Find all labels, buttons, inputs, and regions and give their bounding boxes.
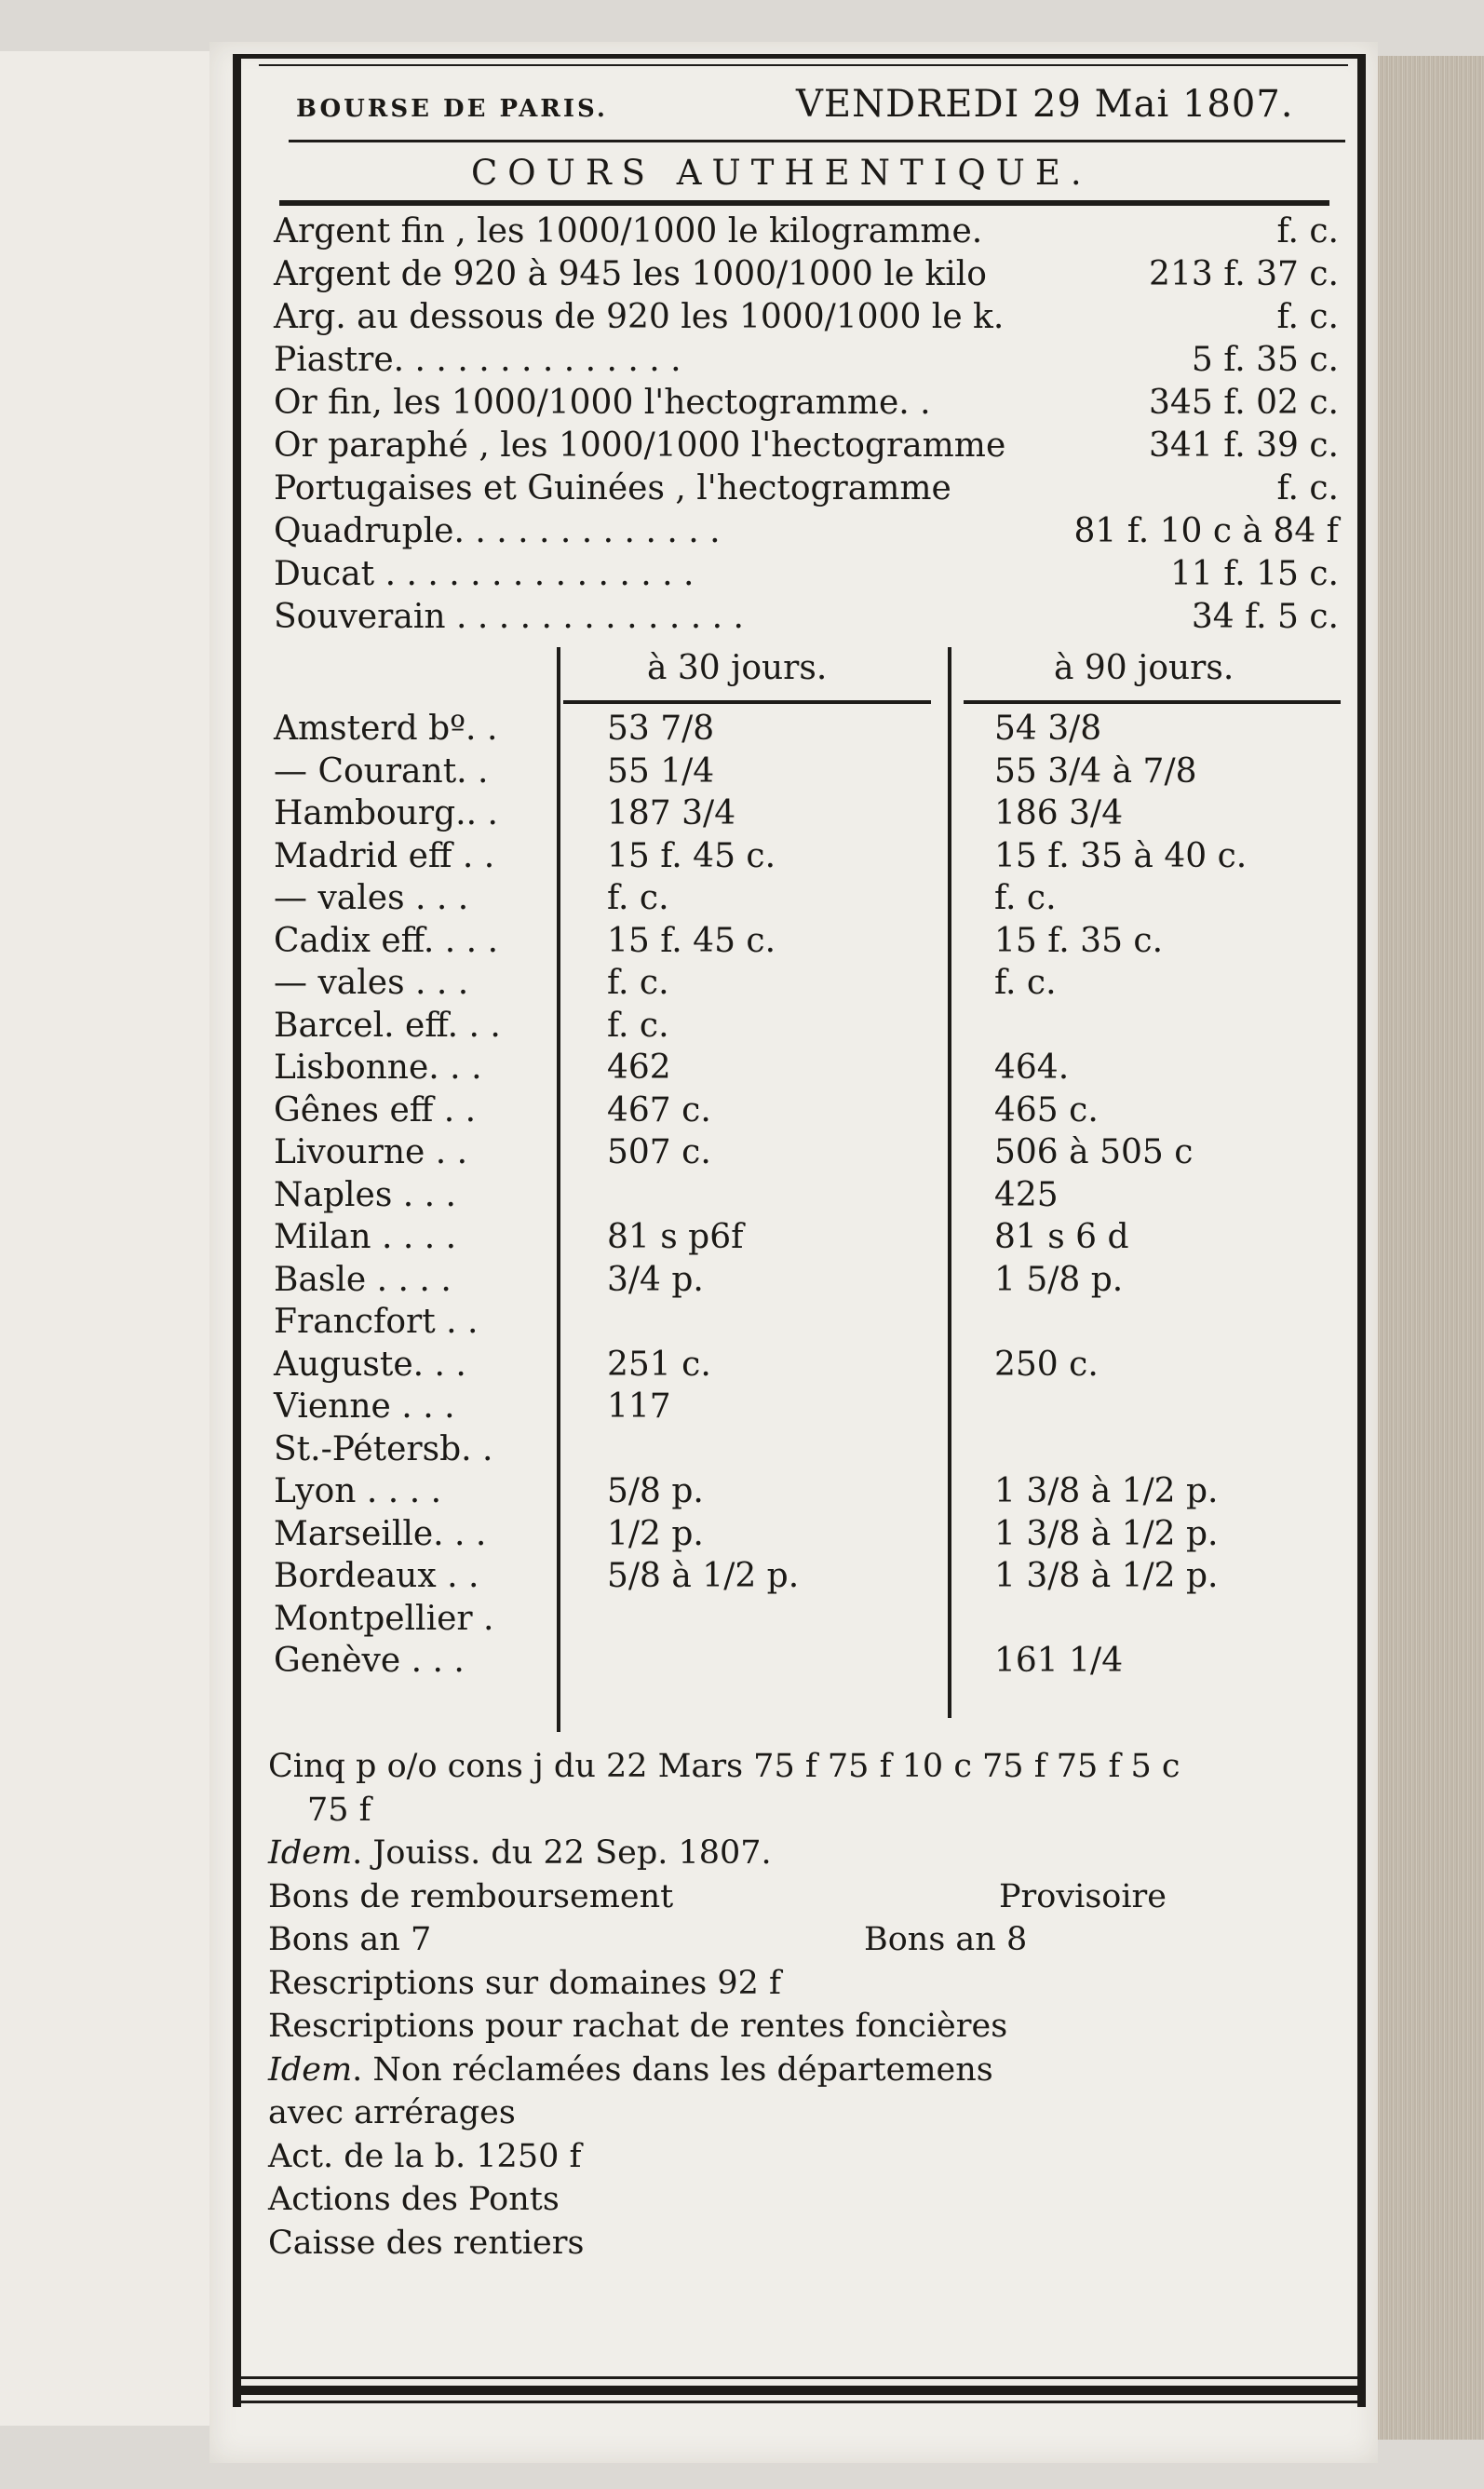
rate-30-days: 251 c. bbox=[607, 1345, 711, 1384]
place-name: St.-Pétersb. . bbox=[274, 1429, 493, 1468]
metal-row bbox=[272, 425, 1352, 467]
metal-label: Argent fin , les 1000/1000 le kilogramme. bbox=[274, 212, 983, 250]
exchange-row bbox=[272, 1513, 1352, 1556]
place-name: Marseille. . . bbox=[274, 1514, 487, 1553]
metal-label: Portugaises et Guinées , l'hectogramme bbox=[274, 469, 951, 507]
bourse-header: BOURSE DE PARIS. bbox=[296, 95, 608, 123]
top-rule-thin bbox=[259, 64, 1348, 66]
metal-row bbox=[272, 339, 1352, 382]
rate-30-days: 15 f. 45 c. bbox=[607, 921, 776, 960]
rate-90-days: 425 bbox=[994, 1175, 1059, 1214]
rate-30-days: 117 bbox=[607, 1387, 671, 1426]
rate-90-days: 55 3/4 à 7/8 bbox=[994, 751, 1197, 791]
rate-90-days: f. c. bbox=[994, 879, 1057, 917]
arrerages-line: avec arrérages bbox=[268, 2094, 516, 2131]
exchange-row bbox=[272, 1344, 1352, 1387]
cinq-pour-cent-continued: 75 f bbox=[307, 1791, 371, 1829]
metal-value: f. c. bbox=[1276, 212, 1339, 250]
place-name: Milan . . . . bbox=[274, 1218, 457, 1256]
place-name: Amsterd bº. . bbox=[274, 710, 498, 748]
rate-30-days: 187 3/4 bbox=[607, 794, 736, 832]
metal-value: 81 f. 10 c à 84 f bbox=[1073, 512, 1339, 550]
metal-value: 34 f. 5 c. bbox=[1191, 598, 1339, 636]
rate-30-days: 467 c. bbox=[607, 1090, 711, 1130]
place-name: Madrid eff . . bbox=[274, 836, 495, 875]
place-name: Genève . . . bbox=[274, 1642, 465, 1680]
rate-30-days: f. c. bbox=[607, 964, 669, 1002]
funds-section bbox=[268, 1748, 1348, 2267]
col90-header-rule bbox=[964, 700, 1341, 704]
metal-label: Ducat . . . . . . . . . . . . . . . bbox=[274, 555, 695, 593]
place-name: Hambourg.. . bbox=[274, 794, 498, 832]
rate-30-days: 507 c. bbox=[607, 1133, 711, 1171]
exchange-row bbox=[272, 1428, 1352, 1471]
exchange-row bbox=[272, 1386, 1352, 1428]
metal-value: f. c. bbox=[1276, 298, 1339, 336]
rate-90-days: 81 s 6 d bbox=[994, 1218, 1129, 1256]
exchange-row bbox=[272, 920, 1352, 963]
exchange-row bbox=[272, 877, 1352, 920]
place-name: — Courant. . bbox=[274, 751, 489, 791]
metal-label: Argent de 920 à 945 les 1000/1000 le kilo bbox=[274, 255, 987, 293]
rate-30-days: f. c. bbox=[607, 879, 669, 917]
rate-30-days: 15 f. 45 c. bbox=[607, 836, 776, 875]
place-name: Basle . . . . bbox=[274, 1260, 452, 1299]
rate-90-days: 1 3/8 à 1/2 p. bbox=[994, 1514, 1219, 1553]
metals-table bbox=[272, 210, 1352, 639]
bottom-rule-thin-2 bbox=[233, 2401, 1366, 2403]
header-rule bbox=[289, 140, 1345, 142]
exchange-row bbox=[272, 1174, 1352, 1217]
metal-row bbox=[272, 253, 1352, 296]
column-header-90-days: à 90 jours. bbox=[1054, 649, 1234, 687]
rescriptions-domaines-line: Rescriptions sur domaines 92 f bbox=[268, 1964, 781, 2002]
metal-row bbox=[272, 382, 1352, 425]
frame-left-border bbox=[233, 56, 241, 2407]
metal-value: 11 f. 15 c. bbox=[1169, 555, 1339, 593]
rate-90-days: f. c. bbox=[994, 964, 1057, 1002]
page-edges bbox=[1376, 56, 1484, 2440]
idem-non-reclamees-line bbox=[268, 2051, 1348, 2095]
exchange-row bbox=[272, 835, 1352, 878]
rate-30-days: 55 1/4 bbox=[607, 751, 715, 791]
top-rule-thick bbox=[233, 54, 1366, 59]
place-name: Livourne . . bbox=[274, 1133, 468, 1171]
bottom-rule-thick bbox=[233, 2386, 1366, 2395]
idem2-label: Idem bbox=[268, 2050, 353, 2089]
exchange-row bbox=[272, 1131, 1352, 1174]
idem-jouissance-line bbox=[268, 1834, 1348, 1878]
place-name: Gênes eff . . bbox=[274, 1090, 477, 1130]
rescriptions-rachat-line: Rescriptions pour rachat de rentes foncières bbox=[268, 2008, 1008, 2045]
col30-header-rule bbox=[563, 700, 931, 704]
exchange-row bbox=[272, 1301, 1352, 1344]
rate-90-days: 464. bbox=[994, 1048, 1070, 1087]
rate-90-days: 54 3/8 bbox=[994, 710, 1102, 748]
metal-value: 213 f. 37 c. bbox=[1149, 255, 1339, 293]
place-name: — vales . . . bbox=[274, 879, 469, 917]
place-name: Barcel. eff. . . bbox=[274, 1006, 501, 1045]
metal-row bbox=[272, 210, 1352, 253]
metal-label: Piastre. . . . . . . . . . . . . . bbox=[274, 341, 681, 379]
rate-30-days: 462 bbox=[607, 1048, 671, 1087]
bottom-rule-thin bbox=[233, 2376, 1366, 2379]
metal-row bbox=[272, 296, 1352, 339]
column-header-30-days: à 30 jours. bbox=[647, 649, 828, 687]
exchange-row bbox=[272, 1555, 1352, 1598]
title-rule bbox=[279, 200, 1329, 206]
rate-30-days: 5/8 p. bbox=[607, 1472, 704, 1510]
actions-ponts-line: Actions des Ponts bbox=[268, 2181, 560, 2218]
exchange-row bbox=[272, 1089, 1352, 1132]
cinq-pour-cent-line: Cinq p o/o cons j du 22 Mars 75 f 75 f 10 c 75 f 75 f 5 c bbox=[268, 1748, 1180, 1785]
exchange-row bbox=[272, 1470, 1352, 1513]
provisoire-label: Provisoire bbox=[999, 1877, 1167, 1915]
page-title: COURS AUTHENTIQUE. bbox=[471, 153, 1092, 193]
rate-90-days: 465 c. bbox=[994, 1090, 1099, 1130]
exchange-row bbox=[272, 1005, 1352, 1048]
exchange-table bbox=[272, 708, 1352, 1683]
rate-90-days: 1 3/8 à 1/2 p. bbox=[994, 1557, 1219, 1595]
place-name: Montpellier . bbox=[274, 1599, 494, 1638]
rate-90-days: 250 c. bbox=[994, 1345, 1099, 1384]
rate-30-days: 3/4 p. bbox=[607, 1260, 704, 1299]
place-name: Lisbonne. . . bbox=[274, 1048, 482, 1087]
metal-row bbox=[272, 553, 1352, 596]
rate-30-days: f. c. bbox=[607, 1006, 669, 1045]
metal-value: 5 f. 35 c. bbox=[1191, 341, 1339, 379]
rate-90-days: 15 f. 35 à 40 c. bbox=[994, 836, 1248, 875]
metal-value: 345 f. 02 c. bbox=[1149, 384, 1339, 422]
metal-label: Or fin, les 1000/1000 l'hectogramme. . bbox=[274, 384, 931, 422]
place-name: — vales . . . bbox=[274, 964, 469, 1002]
metal-label: Or paraphé , les 1000/1000 l'hectogramme bbox=[274, 426, 1006, 465]
metal-label: Arg. au dessous de 920 les 1000/1000 le k. bbox=[274, 298, 1005, 336]
exchange-row bbox=[272, 1259, 1352, 1302]
place-name: Bordeaux . . bbox=[274, 1557, 479, 1595]
metal-row bbox=[272, 510, 1352, 553]
bons-an7-label: Bons an 7 bbox=[268, 1921, 432, 1958]
exchange-row bbox=[272, 792, 1352, 835]
metal-label: Quadruple. . . . . . . . . . . . . bbox=[274, 512, 721, 550]
rate-90-days: 161 1/4 bbox=[994, 1642, 1124, 1680]
place-name: Francfort . . bbox=[274, 1303, 479, 1341]
metal-row bbox=[272, 467, 1352, 510]
bons-remboursement-label: Bons de remboursement bbox=[268, 1877, 674, 1915]
place-name: Auguste. . . bbox=[274, 1345, 466, 1384]
place-name: Naples . . . bbox=[274, 1175, 456, 1214]
rate-30-days: 81 s p6f bbox=[607, 1218, 744, 1256]
place-name: Lyon . . . . bbox=[274, 1472, 442, 1510]
date-header: VENDREDI 29 Mai 1807. bbox=[796, 83, 1294, 126]
bons-an-line bbox=[268, 1921, 1348, 1965]
metal-value: f. c. bbox=[1276, 469, 1339, 507]
place-name: Cadix eff. . . . bbox=[274, 921, 499, 960]
caisse-rentiers-line: Caisse des rentiers bbox=[268, 2224, 585, 2262]
exchange-row bbox=[272, 962, 1352, 1005]
bons-remboursement-line bbox=[268, 1878, 1348, 1922]
rate-90-days: 1 3/8 à 1/2 p. bbox=[994, 1472, 1219, 1510]
metal-label: Souverain . . . . . . . . . . . . . . bbox=[274, 598, 744, 636]
exchange-row bbox=[272, 1598, 1352, 1641]
exchange-row bbox=[272, 708, 1352, 751]
facing-page bbox=[0, 51, 211, 2426]
rate-90-days: 15 f. 35 c. bbox=[994, 921, 1164, 960]
rate-90-days: 1 5/8 p. bbox=[994, 1260, 1124, 1299]
exchange-row bbox=[272, 1047, 1352, 1089]
metal-value: 341 f. 39 c. bbox=[1149, 426, 1339, 465]
idem-label: Idem bbox=[268, 1834, 353, 1872]
rate-30-days: 1/2 p. bbox=[607, 1514, 704, 1553]
actions-banque-line: Act. de la b. 1250 f bbox=[268, 2137, 582, 2175]
bons-an8-label: Bons an 8 bbox=[864, 1921, 1028, 1958]
idem-text: . Jouiss. du 22 Sep. 1807. bbox=[352, 1834, 772, 1872]
rate-90-days: 506 à 505 c bbox=[994, 1133, 1194, 1171]
idem2-text: . Non réclamées dans les départemens bbox=[352, 2050, 993, 2089]
frame-right-border bbox=[1357, 56, 1366, 2407]
rate-90-days: 186 3/4 bbox=[994, 794, 1124, 832]
place-name: Vienne . . . bbox=[274, 1387, 455, 1426]
metal-row bbox=[272, 596, 1352, 639]
rate-30-days: 5/8 à 1/2 p. bbox=[607, 1557, 800, 1595]
rate-30-days: 53 7/8 bbox=[607, 710, 715, 748]
exchange-row bbox=[272, 1640, 1352, 1683]
exchange-row bbox=[272, 751, 1352, 793]
exchange-row bbox=[272, 1216, 1352, 1259]
